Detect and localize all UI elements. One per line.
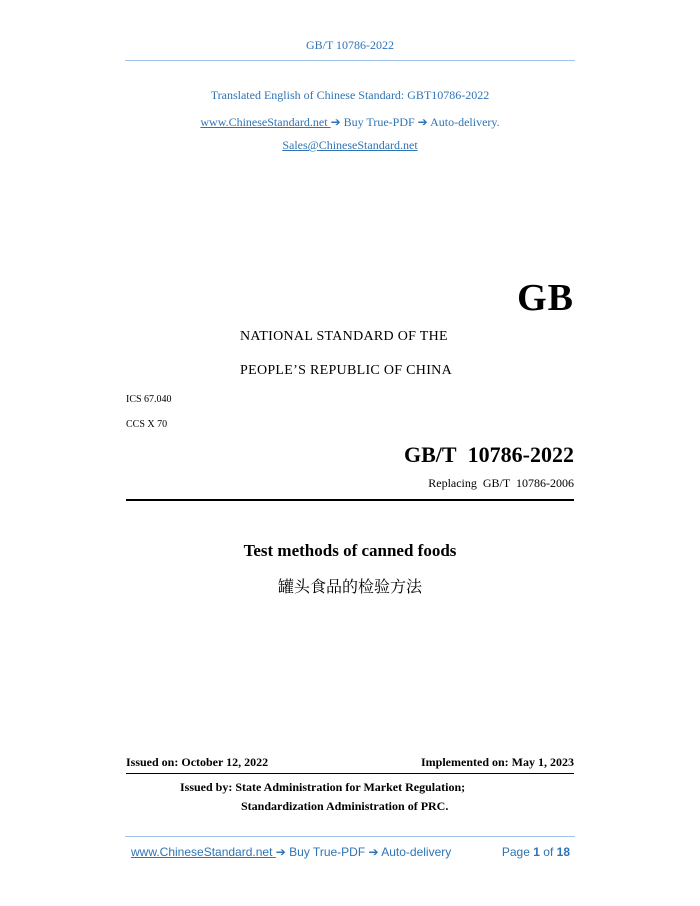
standard-number: GB/T 10786-2022 (403, 442, 574, 467)
document-title-chinese: 罐头食品的检验方法 (277, 577, 422, 596)
issued-on-date: Issued on: October 12, 2022 (126, 755, 269, 769)
arrow-icon: ➔ (365, 845, 382, 859)
running-header: GB/T 10786-2022 (305, 38, 395, 52)
footer-rule (125, 836, 575, 837)
auto-delivery-text: Auto-delivery. (430, 115, 500, 129)
document-title-english: Test methods of canned foods (243, 541, 457, 560)
email-line (0, 138, 700, 153)
ics-code: ICS 67.040 (126, 394, 172, 405)
email-link[interactable]: Sales@ChineseStandard.net (282, 138, 418, 152)
translation-note: Translated English of Chinese Standard: GBT10786-2022 (210, 88, 490, 102)
title-divider (126, 499, 574, 501)
promo-link-line (0, 115, 700, 130)
site-link[interactable]: www.ChineseStandard.net (200, 115, 331, 129)
page-label: Page (501, 845, 530, 859)
footer-buy-text: Buy True-PDF (289, 845, 366, 859)
of-label: of (543, 845, 554, 859)
page-total: 18 (556, 845, 570, 859)
replacing-note: Replacing GB/T 10786-2006 (428, 476, 574, 490)
footer-promo (131, 845, 451, 859)
arrow-icon: ➔ (414, 115, 431, 129)
issued-by-line-1: Issued by: State Administration for Market Regulation; (180, 780, 466, 794)
page-current: 1 (533, 845, 540, 859)
implemented-on-date: Implemented on: May 1, 2023 (421, 755, 574, 769)
issue-divider (126, 773, 574, 774)
arrow-icon: ➔ (275, 845, 290, 859)
gb-logo: GB (517, 277, 574, 319)
arrow-icon: ➔ (330, 115, 344, 129)
ccs-code: CCS X 70 (126, 419, 168, 430)
header-rule (125, 60, 575, 61)
national-standard-line-2: PEOPLE’S REPUBLIC OF CHINA (240, 363, 452, 378)
page-indicator (502, 845, 570, 859)
footer-site-link[interactable]: www.ChineseStandard.net (131, 845, 276, 859)
buy-true-pdf-text: Buy True-PDF (343, 115, 415, 129)
national-standard-line-1: NATIONAL STANDARD OF THE (240, 329, 448, 344)
issued-by-line-2: Standardization Administration of PRC. (241, 799, 449, 813)
footer-delivery-text: Auto-delivery (381, 845, 452, 859)
